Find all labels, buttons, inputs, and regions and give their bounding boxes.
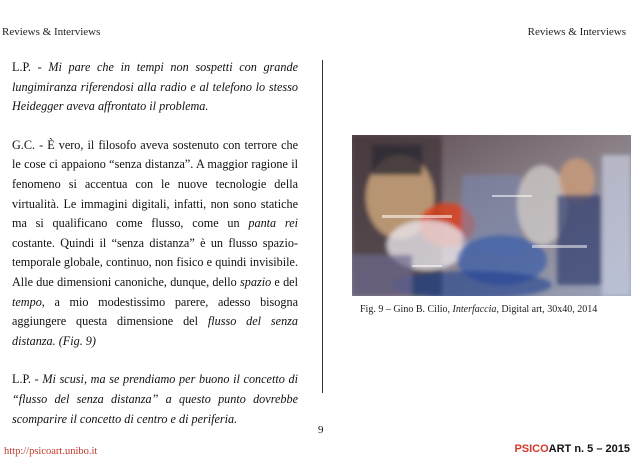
answer-text-4: , a mio modestissimo parere, adesso bisogna aggiungere questa dimensione del: [12, 294, 298, 329]
answer-emphasis-4: flusso del senza distanza. (Fig. 9): [12, 314, 299, 348]
caption-prefix: Fig. 9 – Gino B. Cilio,: [360, 304, 453, 315]
paragraph-lp-question-2: [12, 370, 298, 429]
speaker-label: L.P. -: [12, 60, 49, 74]
interview-text-column: [12, 58, 298, 448]
answer-emphasis-3: tempo: [12, 294, 42, 309]
magazine-name-accent: PSICO: [514, 443, 549, 455]
answer-emphasis-2: spazio: [240, 274, 272, 289]
column-divider: [322, 60, 323, 393]
speaker-label: L.P. -: [12, 372, 43, 387]
question-text: Mi pare che in tempi non sospetti con grande lungimiranza riferendosi alla radio e al telefono lo stesso Heidegger aveva affrontato il problema.: [12, 60, 298, 114]
paragraph-gc-answer: [12, 136, 298, 352]
page-number: 9: [318, 424, 324, 436]
answer-text-1: È vero, il filosofo aveva sostenuto con terrore che le cose ci appaiono “senza distanza”. A maggior ragione il fenomeno si accentua con le nuove tecnologie della virtualità. Le immagini digitali, infatti, non sono statiche ma si qualificano come flusso, come un: [12, 137, 298, 231]
speaker-label: G.C. -: [12, 137, 48, 152]
answer-text-2: costante. Quindi il “senza distanza” è un flusso spazio-temporale globale, continuo, non fisico e quindi invisibile. Alle due dimensioni canoniche, dunque, dello: [12, 235, 298, 289]
question-text: Mi scusi, ma se prendiamo per buono il concetto di “flusso del senza distanza” a questo punto dovrebbe scomparire il concetto di centro e di periferia.: [12, 372, 298, 426]
footer-url-link[interactable]: http://psicoart.unibo.it: [4, 446, 98, 457]
magazine-issue: ART n. 5 – 2015: [548, 443, 630, 455]
running-header-right: Reviews & Interviews: [527, 26, 626, 38]
running-header-left: Reviews & Interviews: [2, 26, 101, 38]
caption-title: Interfaccia: [452, 304, 497, 315]
answer-text-3: e del: [271, 274, 298, 289]
figure-artwork-image: [352, 135, 631, 296]
artwork-illustration: [352, 135, 631, 296]
paragraph-lp-question-1: [12, 58, 298, 117]
figure-caption: [360, 304, 597, 315]
footer-magazine-title: [514, 443, 630, 455]
answer-emphasis-1: panta rei: [248, 216, 298, 231]
caption-suffix: , Digital art, 30x40, 2014: [496, 304, 598, 315]
